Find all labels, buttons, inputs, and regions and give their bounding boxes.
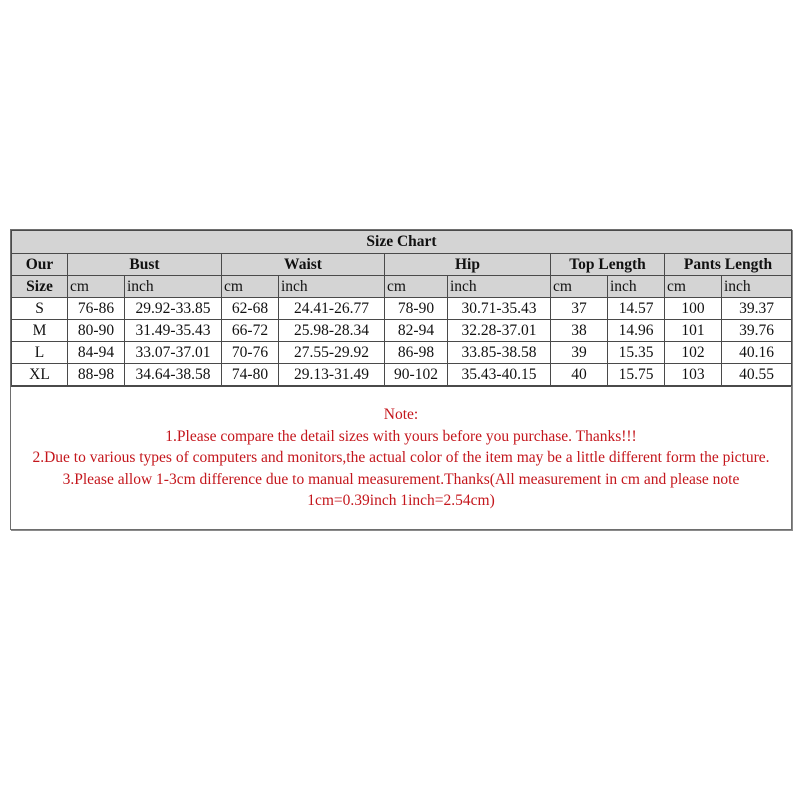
- table-cell: 39.37: [722, 298, 792, 320]
- table-row: [12, 298, 792, 320]
- note-line-2: 2.Due to various types of computers and monitors,the actual color of the item may be a little different form the picture.: [32, 449, 770, 466]
- table-cell: 88-98: [68, 364, 125, 386]
- unit-header: inch: [722, 276, 792, 298]
- unit-header: cm: [68, 276, 125, 298]
- table-cell: 15.75: [608, 364, 665, 386]
- table-cell: 84-94: [68, 342, 125, 364]
- notes-section: [11, 386, 791, 529]
- table-cell: 35.43-40.15: [448, 364, 551, 386]
- table-cell: 82-94: [385, 320, 448, 342]
- table-cell: 15.35: [608, 342, 665, 364]
- size-header-top: Our: [12, 254, 68, 276]
- table-cell: 34.64-38.58: [125, 364, 222, 386]
- table-row: [12, 364, 792, 386]
- table-cell: 66-72: [222, 320, 279, 342]
- note-line-1: 1.Please compare the detail sizes with yours before you purchase. Thanks!!!: [165, 427, 637, 445]
- table-cell: 86-98: [385, 342, 448, 364]
- unit-header: inch: [125, 276, 222, 298]
- note-line-3: 3.Please allow 1-3cm difference due to manual measurement.Thanks(All measurement in cm and please note 1cm=0.39inch 1inch=2.54cm): [62, 470, 740, 509]
- chart-title: Size Chart: [12, 231, 792, 254]
- size-cell: S: [12, 298, 68, 320]
- table-cell: 40: [551, 364, 608, 386]
- table-cell: 29.13-31.49: [279, 364, 385, 386]
- group-header-bust: Bust: [68, 254, 222, 276]
- table-cell: 101: [665, 320, 722, 342]
- table-cell: 40.16: [722, 342, 792, 364]
- size-header-bottom: Size: [12, 276, 68, 298]
- unit-header: inch: [608, 276, 665, 298]
- table-cell: 102: [665, 342, 722, 364]
- table-cell: 100: [665, 298, 722, 320]
- table-cell: 33.07-37.01: [125, 342, 222, 364]
- size-chart-table: [11, 230, 792, 386]
- table-row: [12, 320, 792, 342]
- table-cell: 90-102: [385, 364, 448, 386]
- table-cell: 14.57: [608, 298, 665, 320]
- table-cell: 29.92-33.85: [125, 298, 222, 320]
- unit-header: cm: [385, 276, 448, 298]
- note-heading: Note:: [383, 406, 419, 423]
- table-cell: 76-86: [68, 298, 125, 320]
- table-cell: 25.98-28.34: [279, 320, 385, 342]
- table-cell: 80-90: [68, 320, 125, 342]
- table-cell: 30.71-35.43: [448, 298, 551, 320]
- table-cell: 39: [551, 342, 608, 364]
- unit-header: cm: [222, 276, 279, 298]
- table-cell: 33.85-38.58: [448, 342, 551, 364]
- table-cell: 70-76: [222, 342, 279, 364]
- table-cell: 38: [551, 320, 608, 342]
- unit-header: cm: [665, 276, 722, 298]
- group-header-waist: Waist: [222, 254, 385, 276]
- table-cell: 78-90: [385, 298, 448, 320]
- size-cell: M: [12, 320, 68, 342]
- table-cell: 27.55-29.92: [279, 342, 385, 364]
- unit-header: cm: [551, 276, 608, 298]
- size-cell: XL: [12, 364, 68, 386]
- table-row: [12, 342, 792, 364]
- group-header-hip: Hip: [385, 254, 551, 276]
- table-cell: 74-80: [222, 364, 279, 386]
- size-chart: [10, 229, 792, 530]
- table-cell: 39.76: [722, 320, 792, 342]
- unit-header: inch: [279, 276, 385, 298]
- group-header-top-length: Top Length: [551, 254, 665, 276]
- table-cell: 31.49-35.43: [125, 320, 222, 342]
- size-cell: L: [12, 342, 68, 364]
- table-cell: 14.96: [608, 320, 665, 342]
- table-cell: 62-68: [222, 298, 279, 320]
- unit-header: inch: [448, 276, 551, 298]
- table-cell: 37: [551, 298, 608, 320]
- table-cell: 103: [665, 364, 722, 386]
- table-cell: 24.41-26.77: [279, 298, 385, 320]
- table-cell: 32.28-37.01: [448, 320, 551, 342]
- table-cell: 40.55: [722, 364, 792, 386]
- group-header-pants-length: Pants Length: [665, 254, 792, 276]
